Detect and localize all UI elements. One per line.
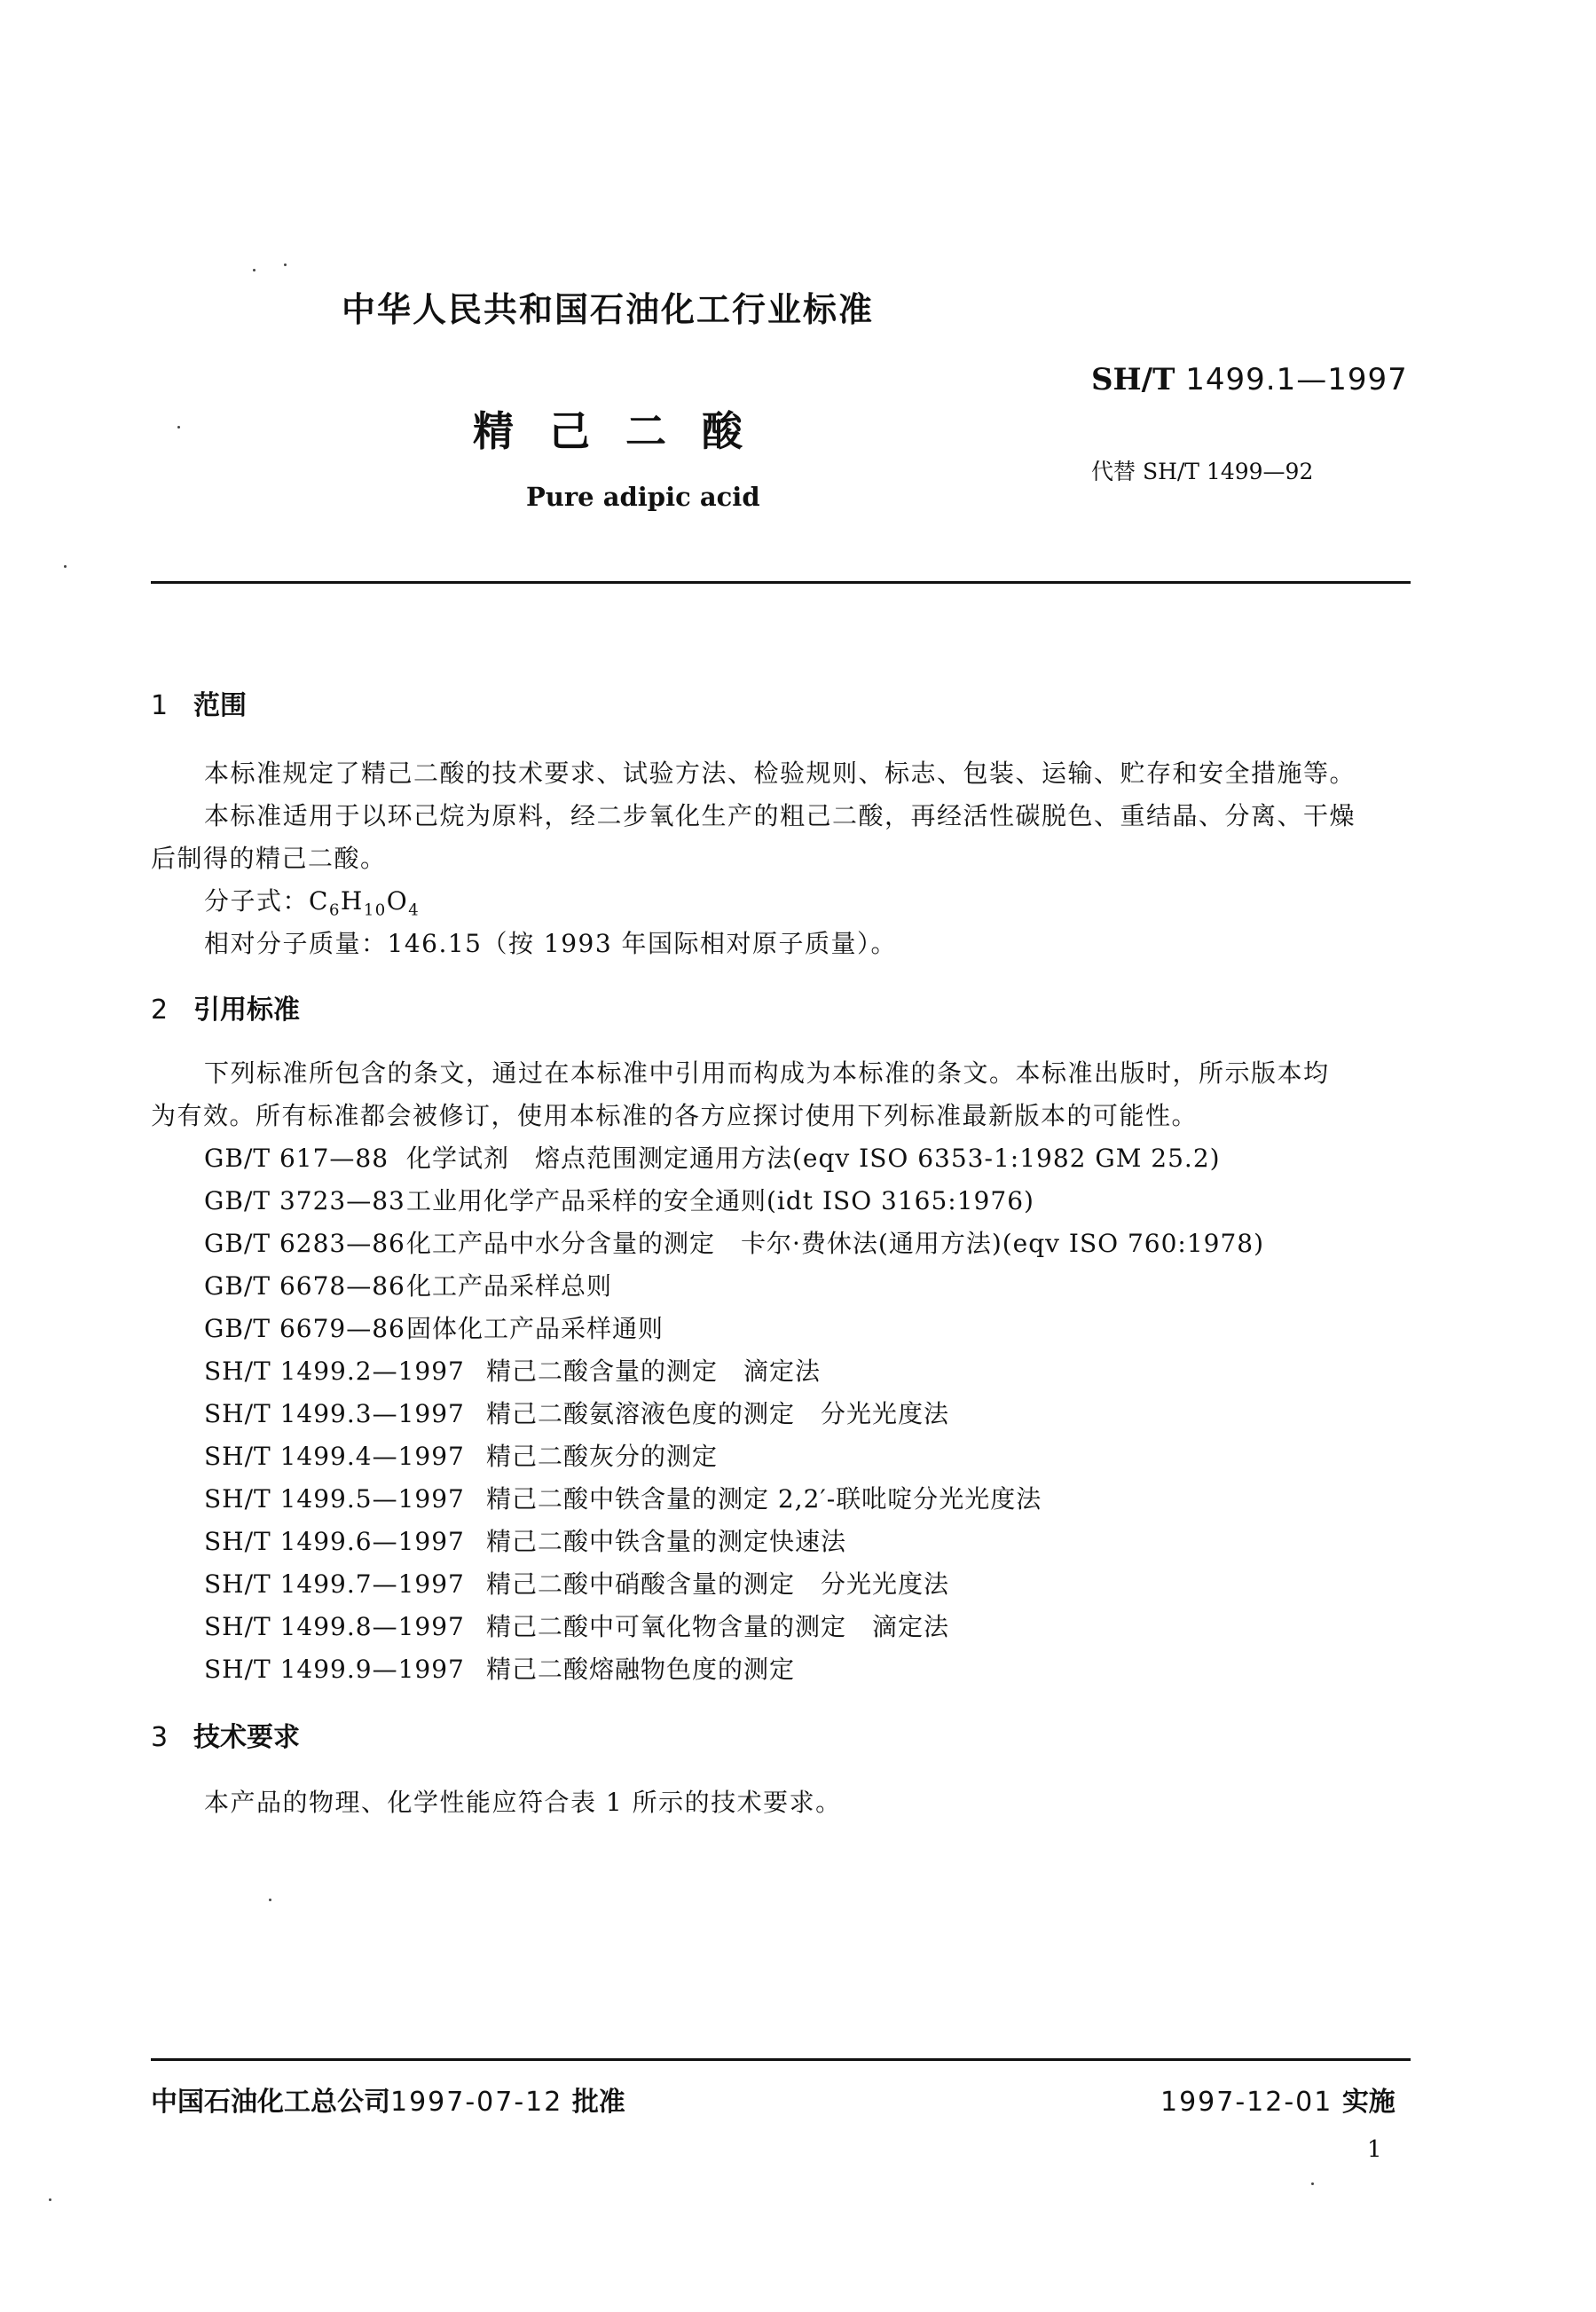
standard-number: 1499.1—1997 bbox=[1185, 362, 1408, 397]
scan-speck bbox=[284, 263, 287, 266]
section-2-heading bbox=[151, 987, 300, 1026]
section-1-heading bbox=[151, 683, 247, 722]
section-3-paragraph: 本产品的物理、化学性能应符合表 1 所示的技术要求。 bbox=[204, 1788, 842, 1817]
section-title: 范围 bbox=[193, 690, 247, 721]
reference-code: GB/T 3723—83 bbox=[204, 1186, 405, 1215]
reference-code: SH/T 1499.5—1997 bbox=[204, 1484, 465, 1514]
scan-speck bbox=[1311, 2182, 1314, 2185]
scan-speck bbox=[49, 2198, 51, 2201]
reference-item bbox=[204, 1309, 664, 1345]
reference-item bbox=[204, 1182, 1034, 1217]
section-title: 引用标准 bbox=[193, 995, 300, 1026]
formula-element-c: C bbox=[309, 886, 329, 916]
reference-title: 精己二酸含量的测定 滴定法 bbox=[486, 1357, 822, 1386]
section-3-heading bbox=[151, 1715, 300, 1754]
approve-label: 批准 bbox=[571, 2087, 625, 2118]
section-1-paragraph-2-line-2: 后制得的精己二酸。 bbox=[151, 844, 387, 873]
formula-element-h: H bbox=[340, 886, 364, 916]
reference-item bbox=[204, 1565, 949, 1600]
reference-title: 化工产品中水分含量的测定 卡尔·费休法(通用方法)(eqv ISO 760:1978) bbox=[406, 1229, 1265, 1258]
effective-line bbox=[1160, 2080, 1396, 2119]
reference-code: SH/T 1499.2—1997 bbox=[204, 1357, 465, 1386]
footer-divider bbox=[151, 2058, 1411, 2061]
effective-date: 1997-12-01 bbox=[1160, 2087, 1333, 2118]
scan-speck bbox=[64, 565, 67, 568]
section-title: 技术要求 bbox=[193, 1722, 300, 1753]
scan-speck bbox=[177, 426, 180, 429]
reference-title: 精己二酸灰分的测定 bbox=[486, 1442, 719, 1471]
document-subtitle: Pure adipic acid bbox=[526, 482, 760, 512]
reference-title: 精己二酸氨溶液色度的测定 分光光度法 bbox=[486, 1399, 950, 1428]
formula-subscript-h: 10 bbox=[363, 900, 387, 920]
document-title: 精己二酸 bbox=[473, 407, 778, 455]
issuing-body: 中华人民共和国石油化工行业标准 bbox=[342, 290, 875, 329]
approval-line bbox=[151, 2080, 625, 2119]
reference-item bbox=[204, 1267, 612, 1302]
standard-code bbox=[1091, 362, 1408, 397]
reference-code: SH/T 1499.6—1997 bbox=[204, 1527, 465, 1556]
reference-item bbox=[204, 1608, 949, 1643]
effective-label: 实施 bbox=[1341, 2087, 1396, 2118]
reference-title: 精己二酸中铁含量的测定 2,2′-联吡啶分光光度法 bbox=[486, 1484, 1042, 1514]
reference-code: SH/T 1499.4—1997 bbox=[204, 1442, 465, 1471]
reference-item bbox=[204, 1650, 795, 1686]
reference-title: 固体化工产品采样通则 bbox=[406, 1314, 664, 1343]
header-divider bbox=[151, 581, 1411, 584]
section-1-paragraph-1: 本标准规定了精己二酸的技术要求、试验方法、检验规则、标志、包装、运输、贮存和安全措施等。 bbox=[204, 759, 1356, 788]
reference-title: 精己二酸熔融物色度的测定 bbox=[486, 1655, 796, 1684]
reference-item bbox=[204, 1522, 846, 1558]
reference-title: 精己二酸中可氧化物含量的测定 滴定法 bbox=[486, 1612, 950, 1641]
formula-subscript-o: 4 bbox=[408, 900, 421, 920]
reference-item bbox=[204, 1395, 949, 1430]
replaces-note: 代替 SH/T 1499—92 bbox=[1091, 459, 1314, 484]
standard-prefix: SH/T bbox=[1091, 362, 1175, 397]
molecular-mass: 相对分子质量：146.15（按 1993 年国际相对原子质量）。 bbox=[204, 929, 898, 958]
reference-title: 精己二酸中铁含量的测定快速法 bbox=[486, 1527, 847, 1556]
reference-title: 工业用化学产品采样的安全通则(idt ISO 3165:1976) bbox=[406, 1186, 1034, 1215]
molecular-formula bbox=[204, 882, 420, 920]
reference-code: GB/T 6679—86 bbox=[204, 1314, 405, 1343]
section-number: 2 bbox=[151, 995, 169, 1026]
section-2-paragraph-line-2: 为有效。所有标准都会被修订，使用本标准的各方应探讨使用下列标准最新版本的可能性。 bbox=[151, 1101, 1199, 1130]
formula-label: 分子式： bbox=[204, 886, 310, 916]
section-number: 1 bbox=[151, 690, 169, 721]
reference-title: 精己二酸中硝酸含量的测定 分光光度法 bbox=[486, 1569, 950, 1599]
reference-code: GB/T 617—88 bbox=[204, 1144, 389, 1173]
section-2-paragraph-line-1: 下列标准所包含的条文，通过在本标准中引用而构成为本标准的条文。本标准出版时，所示版本均 bbox=[204, 1058, 1330, 1088]
formula-element-o: O bbox=[386, 886, 409, 916]
issuer: 中国石油化工总公司 bbox=[151, 2087, 390, 2118]
section-number: 3 bbox=[151, 1722, 169, 1753]
reference-item bbox=[204, 1224, 1264, 1260]
page-number: 1 bbox=[1367, 2136, 1382, 2163]
scan-speck bbox=[253, 269, 256, 271]
formula-subscript-c: 6 bbox=[328, 900, 341, 920]
reference-code: SH/T 1499.7—1997 bbox=[204, 1569, 465, 1599]
reference-code: GB/T 6678—86 bbox=[204, 1271, 405, 1301]
reference-code: SH/T 1499.9—1997 bbox=[204, 1655, 465, 1684]
reference-item bbox=[204, 1437, 718, 1473]
reference-title: 化工产品采样总则 bbox=[406, 1271, 613, 1301]
reference-title: 化学试剂 熔点范围测定通用方法(eqv ISO 6353-1:1982 GM 25.2) bbox=[406, 1144, 1221, 1173]
reference-code: SH/T 1499.3—1997 bbox=[204, 1399, 465, 1428]
section-1-paragraph-2-line-1: 本标准适用于以环己烷为原料，经二步氧化生产的粗己二酸，再经活性碳脱色、重结晶、分离、干燥 bbox=[204, 801, 1356, 830]
reference-item bbox=[204, 1352, 821, 1388]
reference-item bbox=[204, 1480, 1042, 1515]
reference-code: SH/T 1499.8—1997 bbox=[204, 1612, 465, 1641]
reference-code: GB/T 6283—86 bbox=[204, 1229, 405, 1258]
approve-date: 1997-07-12 bbox=[390, 2087, 563, 2118]
scan-speck bbox=[269, 1899, 271, 1901]
reference-item bbox=[204, 1139, 1221, 1175]
